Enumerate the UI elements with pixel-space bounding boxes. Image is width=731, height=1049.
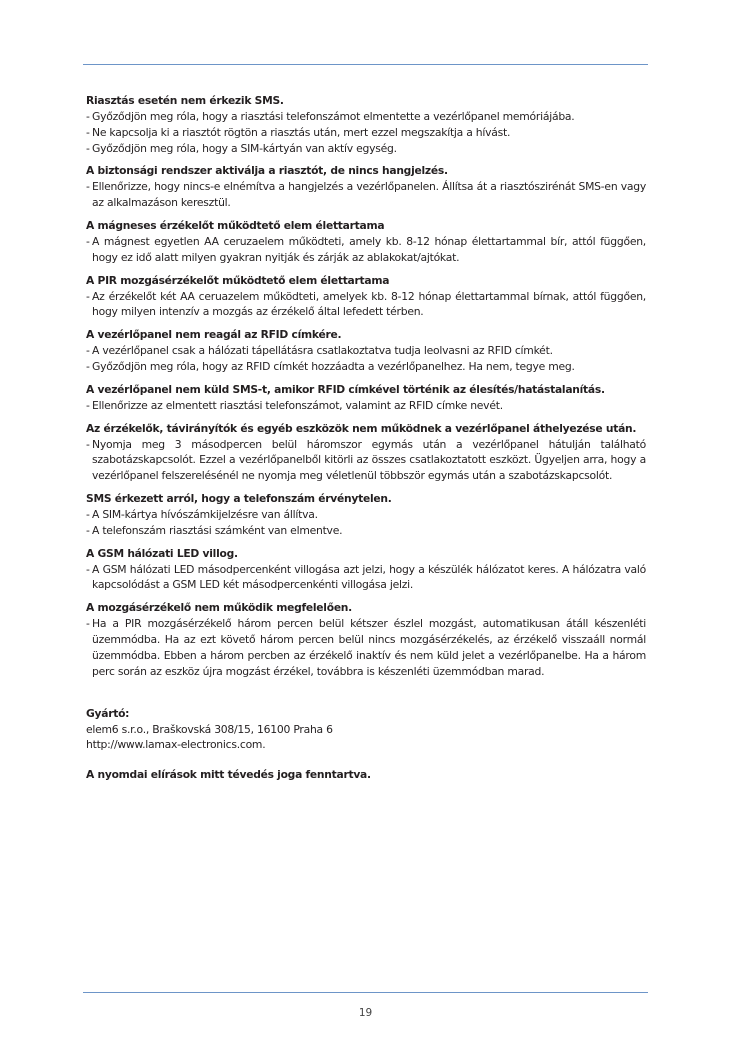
section-heading: A biztonsági rendszer aktiválja a riasztót, de nincs hangjelzés.: [86, 164, 448, 178]
item-text: Az érzékelőt két AA ceruazelem működteti, amelyek kb. 8-12 hónap élettartammal bírnak, attól függően, hogy milyen intenzív a mozgás az érzékelő által lefedett térben.: [92, 289, 646, 319]
item-text: Győződjön meg róla, hogy az RFID címkét hozzáadta a vezérlőpanelhez. Ha nem, tegye meg.: [92, 359, 575, 373]
item-text: A mágnest egyetlen AA ceruzaelem működteti, amely kb. 8-12 hónap élettartammal bír, attól függően, hogy ez idő alatt milyen gyakran nyitják és zárják az ablakokat/ajtókat.: [92, 234, 646, 264]
top-rule: [83, 64, 648, 65]
item-text: A vezérlőpanel csak a hálózati tápellátásra csatlakoztatva tudja leolvasni az RFID címkét.: [92, 344, 553, 358]
section-heading: A mozgásérzékelő nem működik megfelelően.: [86, 601, 352, 615]
section-item: [86, 343, 646, 359]
troubleshooting-section: [86, 421, 646, 484]
section-item: [86, 234, 646, 266]
section-heading: Az érzékelők, távirányítók és egyéb eszközök nem működnek a vezérlőpanel áthelyezése után.: [86, 421, 637, 435]
dash-bullet: -: [86, 617, 90, 631]
section-heading: Riasztás esetén nem érkezik SMS.: [86, 94, 284, 107]
section-heading: A vezérlőpanel nem reagál az RFID címkére.: [86, 328, 342, 342]
section-item: [86, 289, 646, 321]
manufacturer-url: http://www.lamax-electronics.com.: [86, 738, 266, 752]
item-text: A telefonszám riasztási számként van elmentve.: [92, 523, 343, 537]
dash-bullet: -: [86, 344, 90, 358]
dash-bullet: -: [86, 234, 90, 248]
section-item: [86, 562, 646, 594]
item-text: A GSM hálózati LED másodpercenként villogása azt jelzi, hogy a készülék hálózatot keres. A hálózatra való kapcsolódást a GSM LED két másodpercenkénti villogása jelzi.: [92, 562, 646, 592]
dash-bullet: -: [86, 507, 90, 521]
dash-bullet: -: [86, 359, 90, 373]
bottom-rule: [83, 992, 648, 993]
dash-bullet: -: [86, 289, 90, 303]
item-text: Ha a PIR mozgásérzékelő három percen belül kétszer észlel mozgást, automatikusan átáll készenléti üzemmódba. Ha az ezt követő három percen belül nincs mozgásérzékelés, az érzékelő visszaáll normál üzemmódba. Ebben a három percben az érzékelő inaktív és nem küld jelet a vezérlőpanelbe. Ha a három perc során az eszköz újra mogzást érzékel, továbbra is készenléti üzemmódban marad.: [92, 617, 646, 678]
manufacturer-block: [86, 706, 333, 753]
troubleshooting-section: [86, 600, 646, 679]
disclaimer: A nyomdai elírások mitt tévedés joga fenntartva.: [86, 768, 371, 781]
item-text: Ne kapcsolja ki a riasztót rögtön a riasztás után, mert ezzel megszakítja a hívást.: [92, 125, 511, 139]
section-heading: A mágneses érzékelőt működtető elem élettartama: [86, 218, 385, 232]
section-item: [86, 523, 646, 539]
item-text: Győződjön meg róla, hogy a SIM-kártyán van aktív egység.: [92, 141, 397, 155]
dash-bullet: -: [86, 110, 90, 123]
section-item: [86, 359, 646, 375]
section-heading: A vezérlőpanel nem küld SMS-t, amikor RFID címkével történik az élesítés/hatástalanítás.: [86, 382, 605, 396]
troubleshooting-section: [86, 273, 646, 321]
troubleshooting-content: [86, 93, 646, 686]
section-item: [86, 507, 646, 523]
dash-bullet: -: [86, 180, 90, 194]
dash-bullet: -: [86, 141, 90, 155]
section-heading: SMS érkezett arról, hogy a telefonszám érvénytelen.: [86, 491, 392, 505]
troubleshooting-section: [86, 93, 646, 156]
section-item: [86, 398, 646, 414]
dash-bullet: -: [86, 562, 90, 576]
section-item: [86, 125, 646, 141]
troubleshooting-section: [86, 218, 646, 266]
manufacturer-address: elem6 s.r.o., Braškovská 308/15, 16100 Praha 6: [86, 722, 333, 736]
section-item: [86, 437, 646, 484]
dash-bullet: -: [86, 523, 90, 537]
section-heading: A GSM hálózati LED villog.: [86, 546, 238, 560]
dash-bullet: -: [86, 398, 90, 412]
item-text: Győződjön meg róla, hogy a riasztási telefonszámot elmentette a vezérlőpanel memóriájába.: [92, 110, 575, 123]
item-text: A SIM-kártya hívószámkijelzésre van állítva.: [92, 507, 318, 521]
troubleshooting-section: [86, 491, 646, 539]
item-text: Ellenőrizze, hogy nincs-e elnémítva a hangjelzés a vezérlőpanelen. Állítsa át a riasztószirénát SMS-en vagy az alkalmazáson keresztül.: [92, 180, 646, 210]
dash-bullet: -: [86, 437, 90, 451]
item-text: Nyomja meg 3 másodpercen belül háromszor egymás után a vezérlőpanel hátulján található szabotázskapcsolót. Ezzel a vezérlőpanelből kitörli az összes csatlakoztatott eszközt. Ügyeljen arra, hogy a vezérlőpanel felszerelésénél ne nyomja meg véletlenül többször egymás után a szabotázskapcsolót.: [92, 437, 646, 483]
section-heading: A PIR mozgásérzékelőt működtető elem élettartama: [86, 273, 390, 287]
troubleshooting-section: [86, 382, 646, 414]
section-item: [86, 109, 646, 125]
section-item: [86, 616, 646, 679]
manufacturer-label: Gyártó:: [86, 707, 130, 720]
section-item: [86, 179, 646, 211]
troubleshooting-section: [86, 327, 646, 375]
item-text: Ellenőrizze az elmentett riasztási telefonszámot, valamint az RFID címke nevét.: [92, 398, 503, 412]
section-item: [86, 141, 646, 157]
dash-bullet: -: [86, 125, 90, 139]
troubleshooting-section: [86, 163, 646, 211]
page-number: 19: [358, 1007, 373, 1019]
troubleshooting-section: [86, 546, 646, 594]
